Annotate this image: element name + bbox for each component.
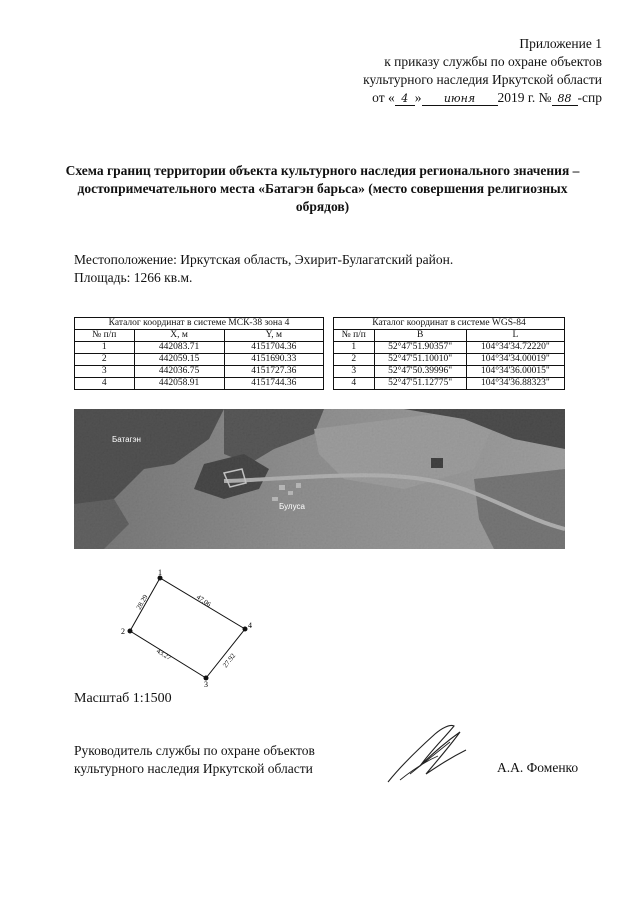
- table-cell: 104°34'36.00015": [466, 366, 564, 378]
- table-header-cell: B: [374, 330, 466, 342]
- side-length: 43.27: [154, 646, 173, 663]
- handwritten-signature: [380, 722, 480, 790]
- date-mid: »: [414, 90, 422, 105]
- signatory-name: А.А. Фоменко: [497, 760, 579, 775]
- aerial-photo-image: [74, 409, 565, 549]
- table-row: [334, 354, 565, 366]
- table-cell: 104°34'34.00019": [466, 354, 564, 366]
- position-line: Руководитель службы по охране объектов: [74, 743, 315, 758]
- area-label: Площадь:: [74, 270, 131, 285]
- table-header-cell: Y, м: [224, 330, 323, 342]
- boundary-point: [243, 627, 248, 632]
- table-row: [75, 342, 324, 354]
- table-cell: 1: [334, 342, 375, 354]
- document-title: Схема границ территории объекта культурного наследия регионального значения – достопримечательного места «Батагэн барьса» (место совершения религиозных обрядов): [65, 163, 580, 214]
- table-cell: 4151690.33: [224, 354, 323, 366]
- table-cell: 3: [75, 366, 135, 378]
- table-cell: 1: [75, 342, 135, 354]
- table-row: [334, 378, 565, 390]
- table-wgs-caption: Каталог координат в системе WGS-84: [334, 318, 565, 330]
- table-cell: 4: [334, 378, 375, 390]
- table-row: [75, 354, 324, 366]
- scale-label: Масштаб 1:1500: [74, 691, 172, 706]
- table-row: [75, 366, 324, 378]
- table-cell: 2: [75, 354, 135, 366]
- table-cell: 104°34'36.88323": [466, 378, 564, 390]
- table-cell: 3: [334, 366, 375, 378]
- boundary-point: [128, 629, 133, 634]
- table-cell: 52°47'51.90357": [374, 342, 466, 354]
- date-year: 2019 г. №: [497, 90, 552, 105]
- table-cell: 52°47'50.39996": [374, 366, 466, 378]
- boundary-plan: [118, 568, 258, 688]
- side-length: 47.06: [194, 593, 213, 609]
- location-value: Иркутская область, Эхирит-Булагатский район.: [180, 252, 454, 267]
- table-cell: 4151704.36: [224, 342, 323, 354]
- table-header-cell: X, м: [134, 330, 224, 342]
- location-line: [74, 251, 453, 269]
- appendix-order-line: к приказу службы по охране объектов: [384, 54, 602, 69]
- order-suffix: -спр: [577, 90, 602, 105]
- appendix-authority-line: культурного наследия Иркутской области: [363, 72, 602, 87]
- coords-table-wgs: [333, 317, 565, 390]
- point-label: 4: [248, 621, 252, 630]
- table-cell: 442058.91: [134, 378, 224, 390]
- appendix-header: [363, 35, 602, 107]
- location-label: Местоположение:: [74, 252, 177, 267]
- table-header-cell: № п/п: [334, 330, 375, 342]
- appendix-date-line: [363, 89, 602, 107]
- table-cell: 442036.75: [134, 366, 224, 378]
- table-cell: 4151727.36: [224, 366, 323, 378]
- aerial-photo: [74, 409, 565, 549]
- area-value: 1266 кв.м.: [133, 270, 193, 285]
- point-label: 3: [204, 680, 208, 688]
- area-line: [74, 269, 192, 287]
- coords-table-msk: [74, 317, 324, 390]
- table-cell: 442083.71: [134, 342, 224, 354]
- signatory-position: [74, 742, 315, 778]
- point-label: 2: [121, 627, 125, 636]
- table-cell: 104°34'34.72220": [466, 342, 564, 354]
- table-cell: 52°47'51.10010": [374, 354, 466, 366]
- position-line: культурного наследия Иркутской области: [74, 761, 313, 776]
- table-cell: 52°47'51.12775": [374, 378, 466, 390]
- date-day: 4: [395, 93, 415, 106]
- map-label: Батагэн: [112, 435, 141, 444]
- point-label: 1: [158, 568, 162, 577]
- table-row: [334, 366, 565, 378]
- side-length: 27.92: [221, 651, 238, 670]
- date-prefix: от «: [372, 90, 395, 105]
- map-label: Булуса: [279, 502, 305, 511]
- table-header-cell: № п/п: [75, 330, 135, 342]
- table-cell: 2: [334, 354, 375, 366]
- table-header-cell: L: [466, 330, 564, 342]
- table-cell: 4: [75, 378, 135, 390]
- side-length: 28.29: [134, 593, 150, 611]
- appendix-label: Приложение 1: [519, 36, 602, 51]
- order-number: 88: [552, 93, 578, 106]
- table-row: [334, 342, 565, 354]
- table-row: [75, 378, 324, 390]
- table-msk-caption: Каталог координат в системе МСК-38 зона 4: [75, 318, 324, 330]
- table-cell: 442059.15: [134, 354, 224, 366]
- table-cell: 4151744.36: [224, 378, 323, 390]
- date-month: июня: [422, 93, 498, 106]
